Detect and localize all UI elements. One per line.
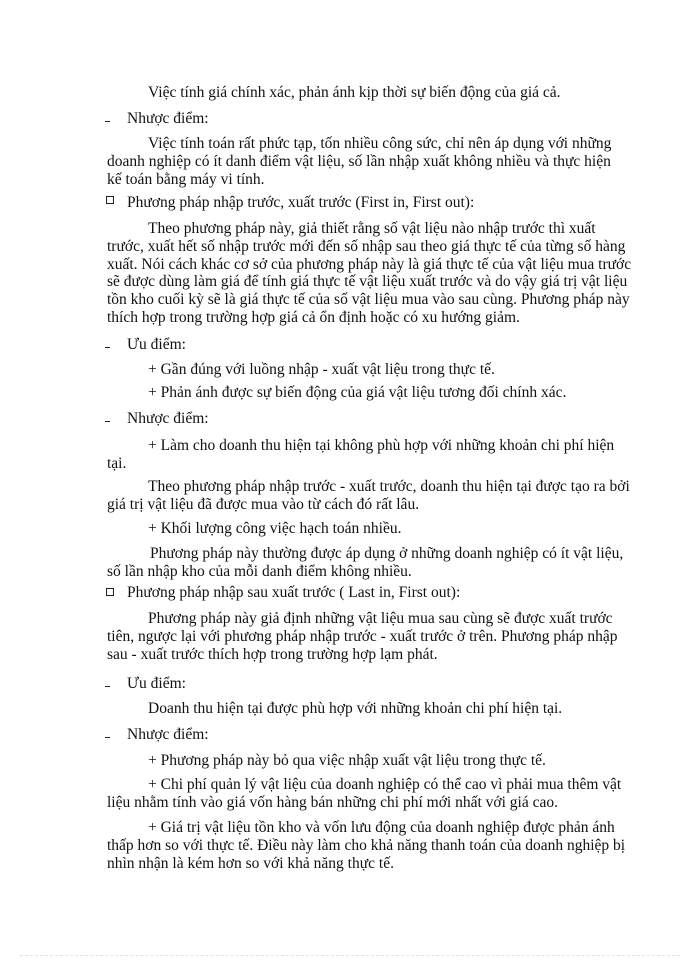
- section-heading: Nhược điểm:: [127, 726, 209, 743]
- text-line: Theo phương pháp nhập trước - xuất trước, doanh thu hiện tại được tạo ra bởi: [148, 478, 630, 495]
- text-line: sau - xuất trước thích hợp trong trường hợp lạm phát.: [107, 646, 438, 663]
- text-line: + Giá trị vật liệu tồn kho và vốn lưu động của doanh nghiệp được phản ánh: [148, 819, 615, 836]
- text-line: thấp hơn so với thực tế. Điều này làm cho khả năng thanh toán của doanh nghiệp bị: [107, 837, 626, 854]
- text-line: sẽ được dùng làm giá để tính giá thực tế vật liệu xuất trước và do vậy giá trị vật liệu: [107, 273, 628, 290]
- dash-bullet-icon: [105, 336, 110, 354]
- text-line: Phương pháp này giả định những vật liệu mua sau cùng sẽ được xuất trước: [148, 610, 613, 627]
- text-line: Phương pháp này thường được áp dụng ở những doanh nghiệp có ít vật liệu,: [150, 545, 624, 562]
- text-line: thích hợp trong trường hợp giá cả ổn định hoặc có xu hướng giảm.: [107, 309, 520, 326]
- section-heading: Nhược điểm:: [127, 110, 209, 127]
- section-heading: Nhược điểm:: [127, 410, 209, 427]
- text-line: trước, xuất hết số nhập trước mới đến số nhập sau theo giá thực tế của từng số hàng: [107, 238, 626, 255]
- dash-bullet-icon: [105, 410, 110, 428]
- square-bullet-icon: [106, 588, 114, 596]
- text-line: + Phương pháp này bỏ qua việc nhập xuất vật liệu trong thực tế.: [148, 752, 546, 769]
- square-bullet-icon: [106, 196, 114, 204]
- text-line: + Làm cho doanh thu hiện tại không phù hợp với những khoản chi phí hiện: [148, 437, 615, 454]
- dash-bullet-icon: [105, 726, 110, 744]
- text-line: xuất. Nói cách khác cơ sở của phương pháp này là giá thực tế của vật liệu mua trước: [107, 256, 632, 273]
- text-line: nhìn nhận là kém hơn so với khả năng thực tế.: [107, 855, 394, 872]
- text-line: + Khối lượng công việc hạch toán nhiều.: [148, 520, 402, 537]
- text-line: tồn kho cuối kỳ sẽ là giá thực tế của số vật liệu mua vào sau cùng. Phương pháp này: [107, 291, 630, 308]
- dash-bullet-icon: [105, 110, 110, 128]
- text-line: tại.: [107, 455, 127, 472]
- section-heading: Ưu điểm:: [127, 336, 186, 353]
- section-heading: Phương pháp nhập trước, xuất trước (First in, First out):: [127, 194, 475, 211]
- text-line: + Gần đúng với luồng nhập - xuất vật liệu trong thực tế.: [148, 361, 495, 378]
- text-line: Theo phương pháp này, giả thiết rằng số vật liệu nào nhập trước thì xuất: [148, 220, 596, 237]
- text-line: Doanh thu hiện tại được phù hợp với những khoản chi phí hiện tại.: [148, 700, 563, 717]
- dash-bullet-icon: [105, 675, 110, 693]
- text-line: giá trị vật liệu đã được mua vào từ cách đó rất lâu.: [107, 496, 420, 513]
- text-line: Việc tính toán rất phức tạp, tốn nhiều công sức, chỉ nên áp dụng với những: [148, 135, 612, 152]
- text-line: liệu nhằm tính vào giá vốn hàng bán những chi phí mới nhất với giá cao.: [107, 794, 558, 811]
- text-line: doanh nghiệp có ít danh điểm vật liệu, số lần nhập xuất không nhiều và thực hiện: [107, 153, 611, 170]
- text-line: + Phản ánh được sự biến động của giá vật liệu tương đối chính xác.: [148, 384, 567, 401]
- section-heading: Ưu điểm:: [127, 675, 186, 692]
- text-line: Việc tính giá chính xác, phản ánh kịp thời sự biến động của giá cả.: [148, 84, 561, 101]
- text-line: kế toán bằng máy vi tính.: [107, 171, 265, 188]
- text-line: số lần nhập kho của mỗi danh điểm không nhiều.: [107, 563, 412, 580]
- text-line: + Chi phí quản lý vật liệu của doanh nghiệp có thể cao vì phải mua thêm vật: [148, 776, 622, 793]
- text-line: tiên, ngược lại với phương pháp nhập trước - xuất trước ở trên. Phương pháp nhập: [107, 628, 618, 645]
- section-heading: Phương pháp nhập sau xuất trước ( Last in, First out):: [127, 584, 461, 601]
- page-bottom-divider: [20, 955, 680, 956]
